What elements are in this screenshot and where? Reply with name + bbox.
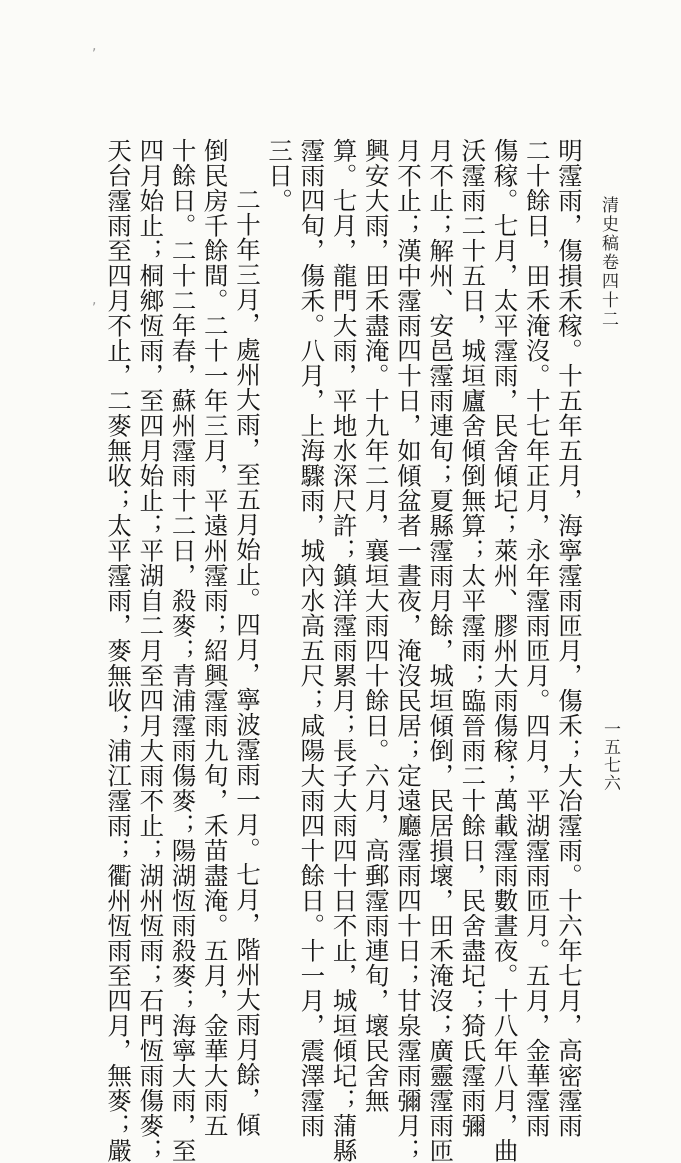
text-column: 三日。 [265, 138, 295, 213]
page-number: 一五七六 [600, 720, 620, 792]
text-column: 天台霪雨至四月不止，二麥無收；太平霪雨，麥無收；浦江霪雨；衢州恆雨至四月，無麥；嚴 [104, 138, 134, 1163]
text-column: 算。七月，龍門大雨，平地水深尺許；鎮洋霪雨累月；長子大雨四十日不止，城垣傾圮；蒲縣 [329, 138, 359, 1163]
text-column: 明霪雨，傷損禾稼。十五年五月，海寧霪雨匝月，傷禾；大冶霪雨。十六年七月，高密霪雨 [555, 138, 584, 1138]
running-header: 清史稿卷四十二 [598, 196, 618, 329]
text-column: 傷稼。七月，太平霪雨，民舍傾圮；萊州、膠州大雨傷稼；萬載霪雨數晝夜。十八年八月，曲 [490, 138, 520, 1163]
text-column: 月不止；解州、安邑霪雨連旬；夏縣霪雨月餘，城垣傾倒，民居損壞，田禾淹沒；廣靈霪雨匝 [426, 138, 456, 1163]
scan-speck: , [92, 38, 97, 54]
body-text [104, 138, 585, 1163]
text-column: 月不止；漢中霪雨四十日，如傾盆者一晝夜，淹沒民居；定遠廳霪雨四十日；甘泉霪雨彌月； [393, 138, 423, 1163]
text-column: 四月始止；桐鄉恆雨，至四月始止；平湖自二月至四月大雨不止；湖州恆雨；石門恆雨傷麥； [136, 138, 166, 1163]
text-column: 興安大雨，田禾盡淹。十九年二月，襄垣大雨四十餘日。六月，高郵霪雨連旬，壞民舍無 [361, 138, 391, 1113]
scan-speck: , [92, 292, 97, 308]
text-column: 二十年三月，處州大雨，至五月始止。四月，寧波霪雨一月。七月，階州大雨月餘，傾 [232, 187, 262, 1137]
text-column: 霪雨四旬，傷禾。八月，上海驟雨，城內水高五尺；咸陽大雨四十餘日。十一月，震澤霪雨 [297, 138, 327, 1138]
text-column: 沃霪雨二十五日，城垣廬舍傾倒無算；太平霪雨；臨晉雨二十餘日，民舍盡圮；猗氏霪雨彌 [458, 138, 488, 1138]
text-column: 二十餘日，田禾淹沒。十七年正月，永年霪雨匝月。四月，平湖霪雨匝月。五月，金華霪雨 [522, 138, 552, 1138]
text-column: 十餘日。二十二年春，蘇州霪雨十二日，殺麥；青浦霪雨傷麥；陽湖恆雨殺麥；海寧大雨，至 [168, 138, 198, 1163]
text-column: 倒民房千餘間。二十一年三月，平遠州霪雨；紹興霪雨九旬，禾苗盡淹。五月，金華大雨五 [200, 138, 230, 1138]
